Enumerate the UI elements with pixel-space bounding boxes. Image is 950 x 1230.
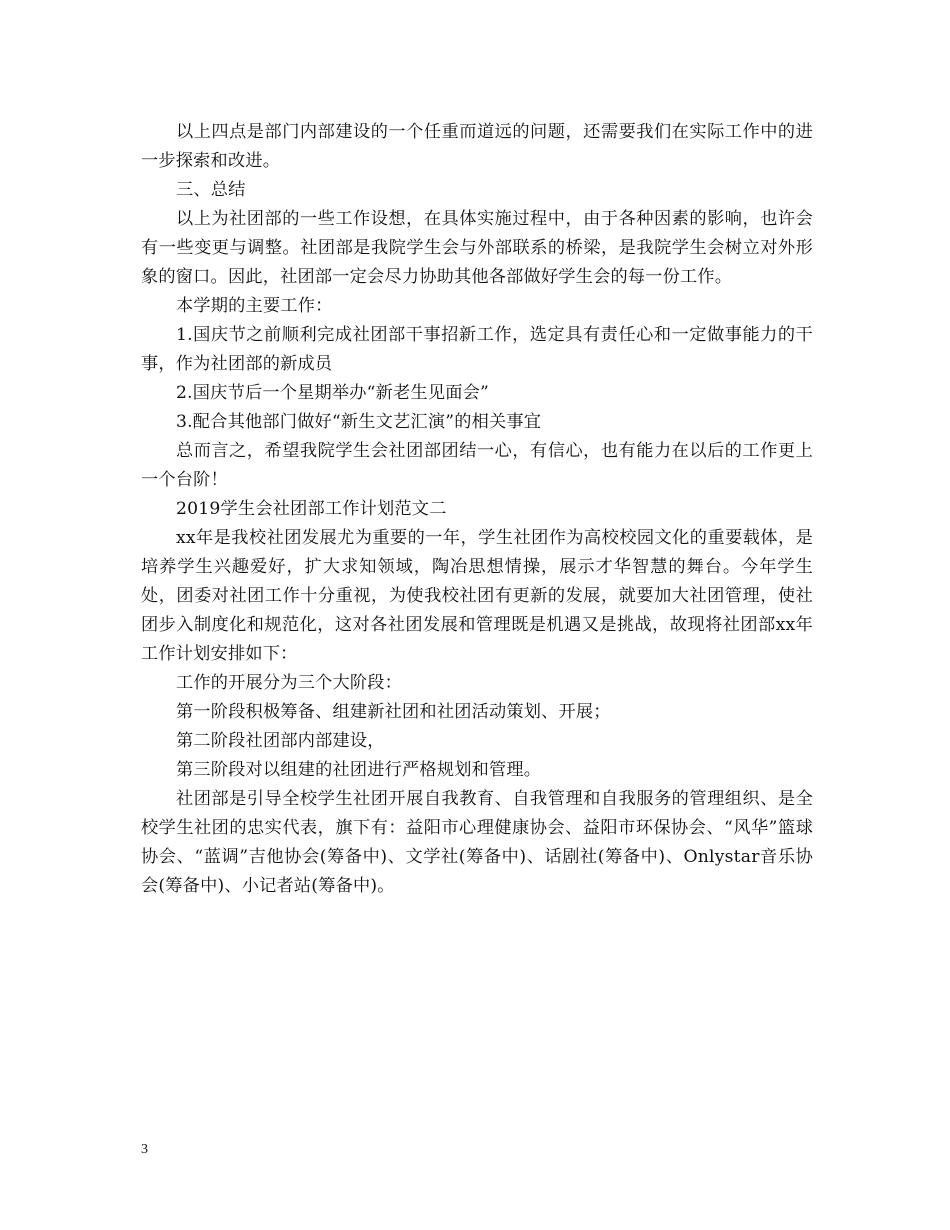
paragraph: xx年是我校社团发展尤为重要的一年，学生社团作为高校校园文化的重要载体，是培养学生兴趣爱好，扩大求知领域，陶冶思想情操，展示才华智慧的舞台。今年学生处，团委对社团工作十分重视，为使我校社团有更新的发展，就要加大社团管理，使社团步入制度化和规范化，这对各社团发展和管理既是机遇又是挑战，故现将社团部xx年工作计划安排如下： [141,528,813,664]
list-item: 第三阶段对以组建的社团进行严格规划和管理。 [176,760,542,780]
paragraph: 社团部是引导全校学生社团开展自我教育、自我管理和自我服务的管理组织、是全校学生社团的忠实代表，旗下有：益阳市心理健康协会、益阳市环保协会、“风华”篮球协会、“蓝调”吉他协会(筹备中)、文学社(筹备中)、话剧社(筹备中)、Onlystar音乐协会(筹备中)、小记者站(筹备中)。 [141,789,813,896]
body-text [141,118,813,901]
section-heading: 三、总结 [176,180,246,200]
list-item: 1.国庆节之前顺利完成社团部干事招新工作，选定具有责任心和一定做事能力的干事，作为社团部的新成员 [141,325,813,374]
list-item: 2.国庆节后一个星期举办“新老生见面会” [176,383,489,403]
paragraph: 本学期的主要工作： [176,296,333,316]
section-heading: 2019学生会社团部工作计划范文二 [176,499,447,519]
paragraph: 以上为社团部的一些工作设想，在具体实施过程中，由于各种因素的影响，也许会有一些变更与调整。社团部是我院学生会与外部联系的桥梁，是我院学生会树立对外形象的窗口。因此，社团部一定会尽力协助其他各部做好学生会的每一份工作。 [141,209,813,287]
page-number: 3 [141,1142,148,1157]
paragraph: 以上四点是部门内部建设的一个任重而道远的问题，还需要我们在实际工作中的进一步探索和改进。 [141,122,813,171]
paragraph: 总而言之，希望我院学生会社团部团结一心，有信心，也有能力在以后的工作更上一个台阶！ [141,441,813,490]
list-item: 3.配合其他部门做好“新生文艺汇演”的相关事宜 [176,412,542,432]
list-item: 第二阶段社团部内部建设， [176,731,385,751]
paragraph: 工作的开展分为三个大阶段： [176,673,403,693]
list-item: 第一阶段积极筹备、组建新社团和社团活动策划、开展； [176,702,611,722]
